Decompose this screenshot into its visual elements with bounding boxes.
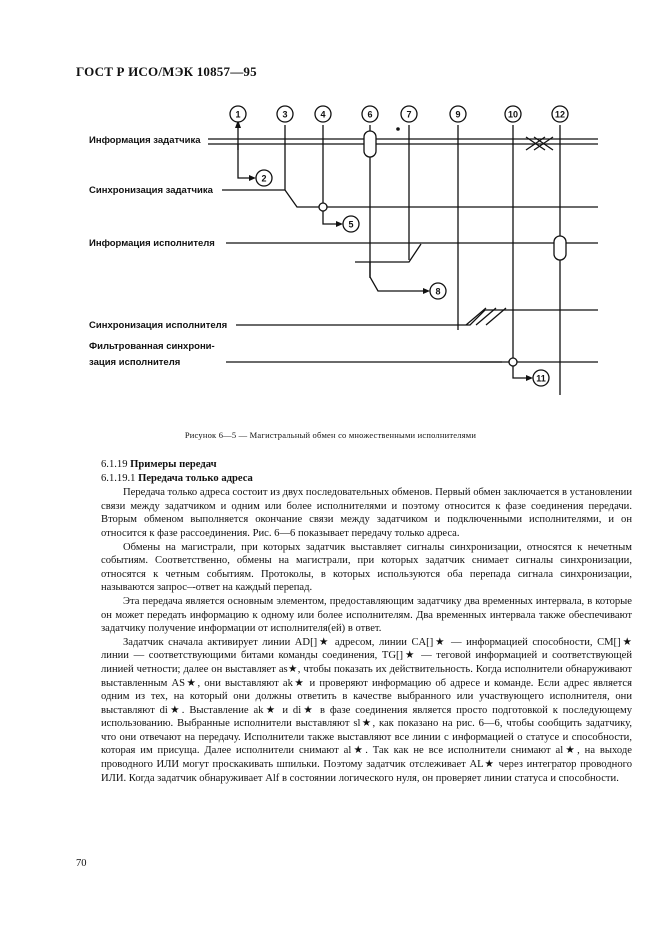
arrow-7-8 xyxy=(370,262,423,291)
arrowhead-11 xyxy=(526,375,533,381)
paragraph-1: Передача только адреса состоит из двух последовательных обменов. Первый обмен заключается в установлении связи между задатчиком и одним или более исполнителями и поэтому относится к фазе соединения передачи. Вторым обменом выполняется окончание связи между задатчиком и подключенными исполнителями, и он относится к фазе рассоединения. Рис. 6—6 показывает передачу только адреса. xyxy=(101,487,632,539)
label-filtered-2: зация исполнителя xyxy=(89,357,181,368)
event-label-6: 6 xyxy=(367,109,373,120)
section-heading-1 xyxy=(101,458,632,472)
event-label-8: 8 xyxy=(435,286,441,297)
section-title-1: Примеры передач xyxy=(130,459,217,470)
section-number-2: 6.1.19.1 xyxy=(101,472,136,484)
label-slave-sync: Синхронизация исполнителя xyxy=(89,320,228,331)
arrow-1-2 xyxy=(238,144,249,178)
event-label-11: 11 xyxy=(536,373,546,384)
event-label-7: 7 xyxy=(406,109,412,120)
label-master-sync: Синхронизация задатчика xyxy=(89,185,213,196)
paragraph-4: Задатчик сначала активирует линии AD[]★ адресом, линии CA[]★ — информацией способности, CM[]★ линии — соответствующими битами команды соединения, TG[]★ — теговой информацией и соответствующей линией четности; далее он выставляет as★, чтобы показать их действительность. Когда исполнители обнаруживают выставленным AS★, они выставляют ak★ и проверяют информацию об адресе и команде. Если адрес является одним из тех, на который они должны ответить в качестве выбранного или участвующего исполнителя, они выставляют di★. Выставление ak★ и di★ в фазе соединения является просто подготовкой к последующему использованию. Выбранные исполнители выставляют sl★, как показано на рис. 6—6, чтобы сообщить задатчику, что они отвечают на передачу. Исполнители также выставляют все линии с информацией о статусе и способности, которая им присуща. Далее исполнители снимают al★. Так как не все исполнители снимают al★, на выходе проводного ИЛИ могут проскакивать шпильки. Поэтому задатчик отслеживает AL★ через интегратор проводного ИЛИ. Когда задатчик обнаруживает Alf в состоянии логического нуля, он проверяет линии статуса и способности. xyxy=(101,636,632,784)
event-label-10: 10 xyxy=(507,109,519,120)
slave-sync-line xyxy=(236,310,598,325)
page-number: 70 xyxy=(76,858,87,869)
event-label-12: 12 xyxy=(554,109,566,120)
paragraph-3: Эта передача является основным элементом, предоставляющим задатчику два временных интервала, в которые он может передать информацию к одному или более исполнителям. Два временных интервала также обеспечивают задатчику получение информации от исполнителя(ей) в ответ. xyxy=(101,595,632,635)
junction-4 xyxy=(319,203,327,211)
timing-diagram xyxy=(0,0,661,430)
document-header: ГОСТ Р ИСО/МЭК 10857—95 xyxy=(76,64,257,79)
event-label-2: 2 xyxy=(261,173,267,184)
event-label-3: 3 xyxy=(282,109,288,120)
section-heading-2 xyxy=(101,472,632,486)
section-number-1: 6.1.19 xyxy=(101,459,128,470)
label-filtered-1: Фильтрованная синхрони- xyxy=(89,341,215,352)
master-sync-line xyxy=(222,190,598,207)
label-slave-info: Информация исполнителя xyxy=(89,238,215,249)
event-label-1: 1 xyxy=(235,109,241,120)
bubble-6 xyxy=(364,131,376,157)
label-master-info: Информация задатчика xyxy=(89,135,201,146)
paragraph-2: Обмены на магистрали, при которых задатчик выставляет сигналы синхронизации, относятся к нечетным событиям. Соответственно, обмены на магистрали, при которых задатчик снимает сигналы синхронизации, относятся к четным событиям. Протоколы, в которых используются оба перепада сигнала синхронизации, называются запрос–-ответ на каждый перепад. xyxy=(101,541,632,594)
figure-caption: Рисунок 6—5 — Магистральный обмен со множественными исполнителями xyxy=(184,430,477,440)
slave-info-line-2 xyxy=(355,244,421,262)
body-text xyxy=(101,458,632,785)
event-label-4: 4 xyxy=(320,109,326,120)
dot-mark xyxy=(396,127,400,131)
arrowhead-2 xyxy=(249,175,256,181)
arrowhead-5 xyxy=(336,221,343,227)
event-label-9: 9 xyxy=(455,109,461,120)
arrowhead-8 xyxy=(423,288,430,294)
junction-10 xyxy=(509,358,517,366)
event-label-5: 5 xyxy=(348,219,354,230)
bubble-12 xyxy=(554,236,566,260)
section-title-2: Передача только адреса xyxy=(138,472,253,484)
